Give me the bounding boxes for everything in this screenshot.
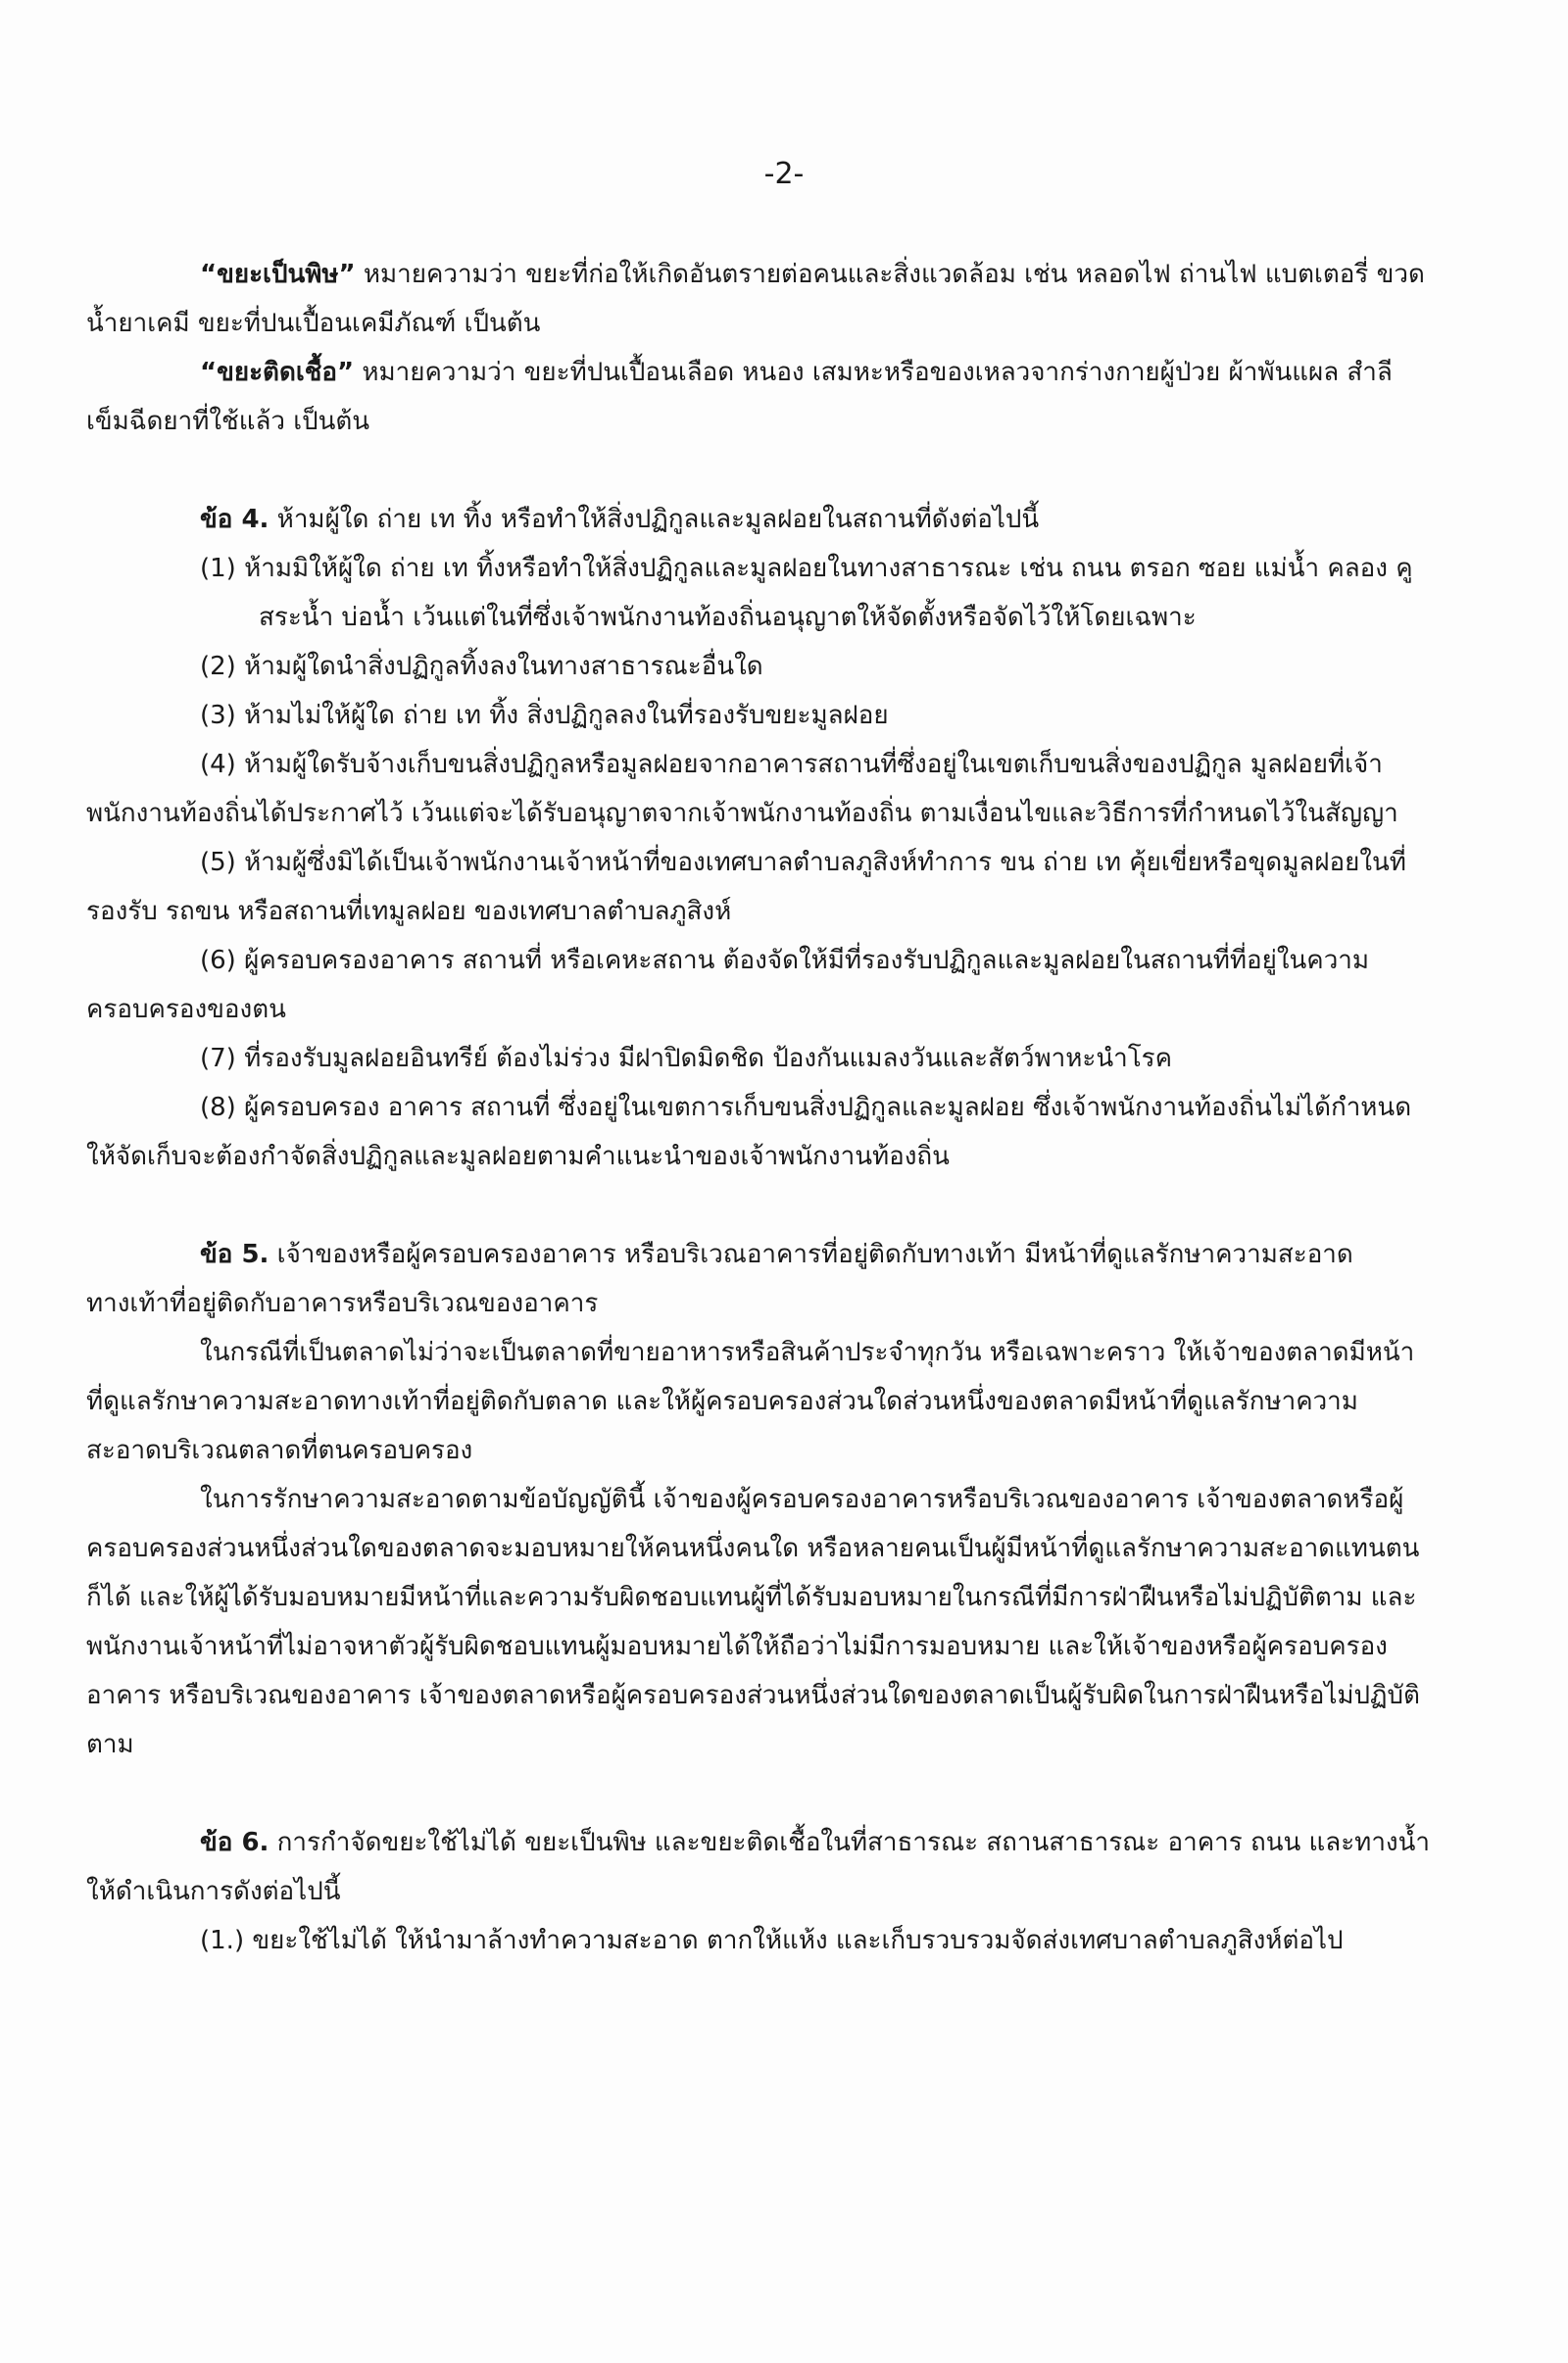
section-intro: เจ้าของหรือผู้ครอบครองอาคาร หรือบริเวณอาคารที่อยู่ติดกับทางเท้า มีหน้าที่ดูแลรักษาความสะอาดทางเท้าที่อยู่ติดกับอาคารหรือบริเวณของอาคาร [86, 1240, 1353, 1318]
document-body [86, 250, 1431, 1965]
section-5-heading [86, 1230, 1431, 1328]
section-4-item-5: (5) ห้ามผู้ซึ่งมิได้เป็นเจ้าพนักงานเจ้าหน้าที่ของเทศบาลตำบลภูสิงห์ทำการ ขน ถ่าย เท คุ้ยเขี่ยหรือขุดมูลฝอยในที่รองรับ รถขน หรือสถานที่เทมูลฝอย ของเทศบาลตำบลภูสิงห์ [86, 848, 1406, 926]
section-4-item-8: (8) ผู้ครอบครอง อาคาร สถานที่ ซึ่งอยู่ในเขตการเก็บขนสิ่งปฏิกูลและมูลฝอย ซึ่งเจ้าพนักงานท้องถิ่นไม่ได้กำหนดให้จัดเก็บจะต้องกำจัดสิ่งปฏิกูลและมูลฝอยตามคำแนะนำของเจ้าพนักงานท้องถิ่น [86, 1093, 1412, 1171]
section-4-item-4: (4) ห้ามผู้ใดรับจ้างเก็บขนสิ่งปฏิกูลหรือมูลฝอยจากอาคารสถานที่ซึ่งอยู่ในเขตเก็บขนสิ่งของปฏิกูล มูลฝอยที่เจ้าพนักงานท้องถิ่นได้ประกาศไว้ เว้นแต่จะได้รับอนุญาตจากเจ้าพนักงานท้องถิ่น ตามเงื่อนไขและวิธีการที่กำหนดไว้ในสัญญา [86, 750, 1398, 828]
spacer [86, 446, 1431, 495]
definition-text: หมายความว่า ขยะที่ก่อให้เกิดอันตรายต่อคนและสิ่งแวดล้อม เช่น หลอดไฟ ถ่านไฟ แบตเตอรี่ ขวดน้ำยาเคมี ขยะที่ปนเปื้อนเคมีภัณฑ์ เป็นต้น [86, 260, 1425, 338]
spacer [86, 1769, 1431, 1818]
section-4-item-1: (1) ห้ามมิให้ผู้ใด ถ่าย เท ทิ้งหรือทำให้สิ่งปฏิกูลและมูลฝอยในทางสาธารณะ เช่น ถนน ตรอก ซอย แม่น้ำ คลอง คู สระน้ำ บ่อน้ำ เว้นแต่ในที่ซึ่งเจ้าพนักงานท้องถิ่นอนุญาตให้จัดตั้งหรือจัดไว้ให้โดยเฉพาะ [200, 554, 1413, 632]
definition-text: หมายความว่า ขยะที่ปนเปื้อนเลือด หนอง เสมหะหรือของเหลวจากร่างกายผู้ป่วย ผ้าพันแผล สำลี เข็มฉีดยาที่ใช้แล้ว เป็นต้น [86, 358, 1393, 436]
section-intro: การกำจัดขยะใช้ไม่ได้ ขยะเป็นพิษ และขยะติดเชื้อในที่สาธารณะ สถานสาธารณะ อาคาร ถนน และทางน้ำ ให้ดำเนินการดังต่อไปนี้ [86, 1828, 1430, 1906]
section-5-paragraph-2: ในการรักษาความสะอาดตามข้อบัญญัตินี้ เจ้าของผู้ครอบครองอาคารหรือบริเวณของอาคาร เจ้าของตลาดหรือผู้ครอบครองส่วนหนึ่งส่วนใดของตลาดจะมอบหมายให้คนหนึ่งคนใด หรือหลายคนเป็นผู้มีหน้าที่ดูแลรักษาความสะอาดแทนตนก็ได้ และให้ผู้ได้รับมอบหมายมีหน้าที่และความรับผิดชอบแทนผู้ที่ได้รับมอบหมายในกรณีที่มีการฝ่าฝืนหรือไม่ปฏิบัติตาม และพนักงานเจ้าหน้าที่ไม่อาจหาตัวผู้รับผิดชอบแทนผู้มอบหมายได้ให้ถือว่าไม่มีการมอบหมาย และให้เจ้าของหรือผู้ครอบครองอาคาร หรือบริเวณของอาคาร เจ้าของตลาดหรือผู้ครอบครองส่วนหนึ่งส่วนใดของตลาดเป็นผู้รับผิดในการฝ่าฝืนหรือไม่ปฏิบัติตาม [86, 1485, 1420, 1759]
definition-term: “ขยะติดเชื้อ” [200, 358, 355, 387]
section-4-item-2: (2) ห้ามผู้ใดนำสิ่งปฏิกูลทิ้งลงในทางสาธารณะอื่นใด [200, 652, 763, 681]
section-4-item-6: (6) ผู้ครอบครองอาคาร สถานที่ หรือเคหะสถาน ต้องจัดให้มีที่รองรับปฏิกูลและมูลฝอยในสถานที่ที่อยู่ในความครอบครองของตน [86, 946, 1370, 1024]
section-6-heading [86, 1818, 1431, 1916]
section-5-paragraph-1: ในกรณีที่เป็นตลาดไม่ว่าจะเป็นตลาดที่ขายอาหารหรือสินค้าประจำทุกวัน หรือเฉพาะคราว ให้เจ้าของตลาดมีหน้าที่ดูแลรักษาความสะอาดทางเท้าที่อยู่ติดกับตลาด และให้ผู้ครอบครองส่วนใดส่วนหนึ่งของตลาดมีหน้าที่ดูแลรักษาความสะอาดบริเวณตลาดที่ตนครอบครอง [86, 1338, 1415, 1465]
section-label: ข้อ 5. [200, 1240, 270, 1269]
section-label: ข้อ 6. [200, 1828, 270, 1857]
section-6-item-1: (1.) ขยะใช้ไม่ได้ ให้นำมาล้างทำความสะอาด ตากให้แห้ง และเก็บรวบรวมจัดส่งเทศบาลตำบลภูสิงห์ต่อไป [200, 1926, 1344, 1955]
definition-infectious-waste [86, 348, 1431, 446]
section-intro: ห้ามผู้ใด ถ่าย เท ทิ้ง หรือทำให้สิ่งปฏิกูลและมูลฝอยในสถานที่ดังต่อไปนี้ [269, 505, 1040, 534]
spacer [86, 1181, 1431, 1230]
section-label: ข้อ 4. [200, 505, 270, 534]
definition-toxic-waste [86, 250, 1431, 348]
section-4-item-7: (7) ที่รองรับมูลฝอยอินทรีย์ ต้องไม่ร่วง มีฝาปิดมิดชิด ป้องกันแมลงวันและสัตว์พาหะนำโรค [200, 1044, 1173, 1073]
section-4-heading [86, 495, 1431, 544]
section-4-item-3: (3) ห้ามไม่ให้ผู้ใด ถ่าย เท ทิ้ง สิ่งปฏิกูลลงในที่รองรับขยะมูลฝอย [200, 701, 889, 730]
definition-term: “ขยะเป็นพิษ” [200, 260, 356, 289]
page-number: -2- [763, 157, 805, 191]
